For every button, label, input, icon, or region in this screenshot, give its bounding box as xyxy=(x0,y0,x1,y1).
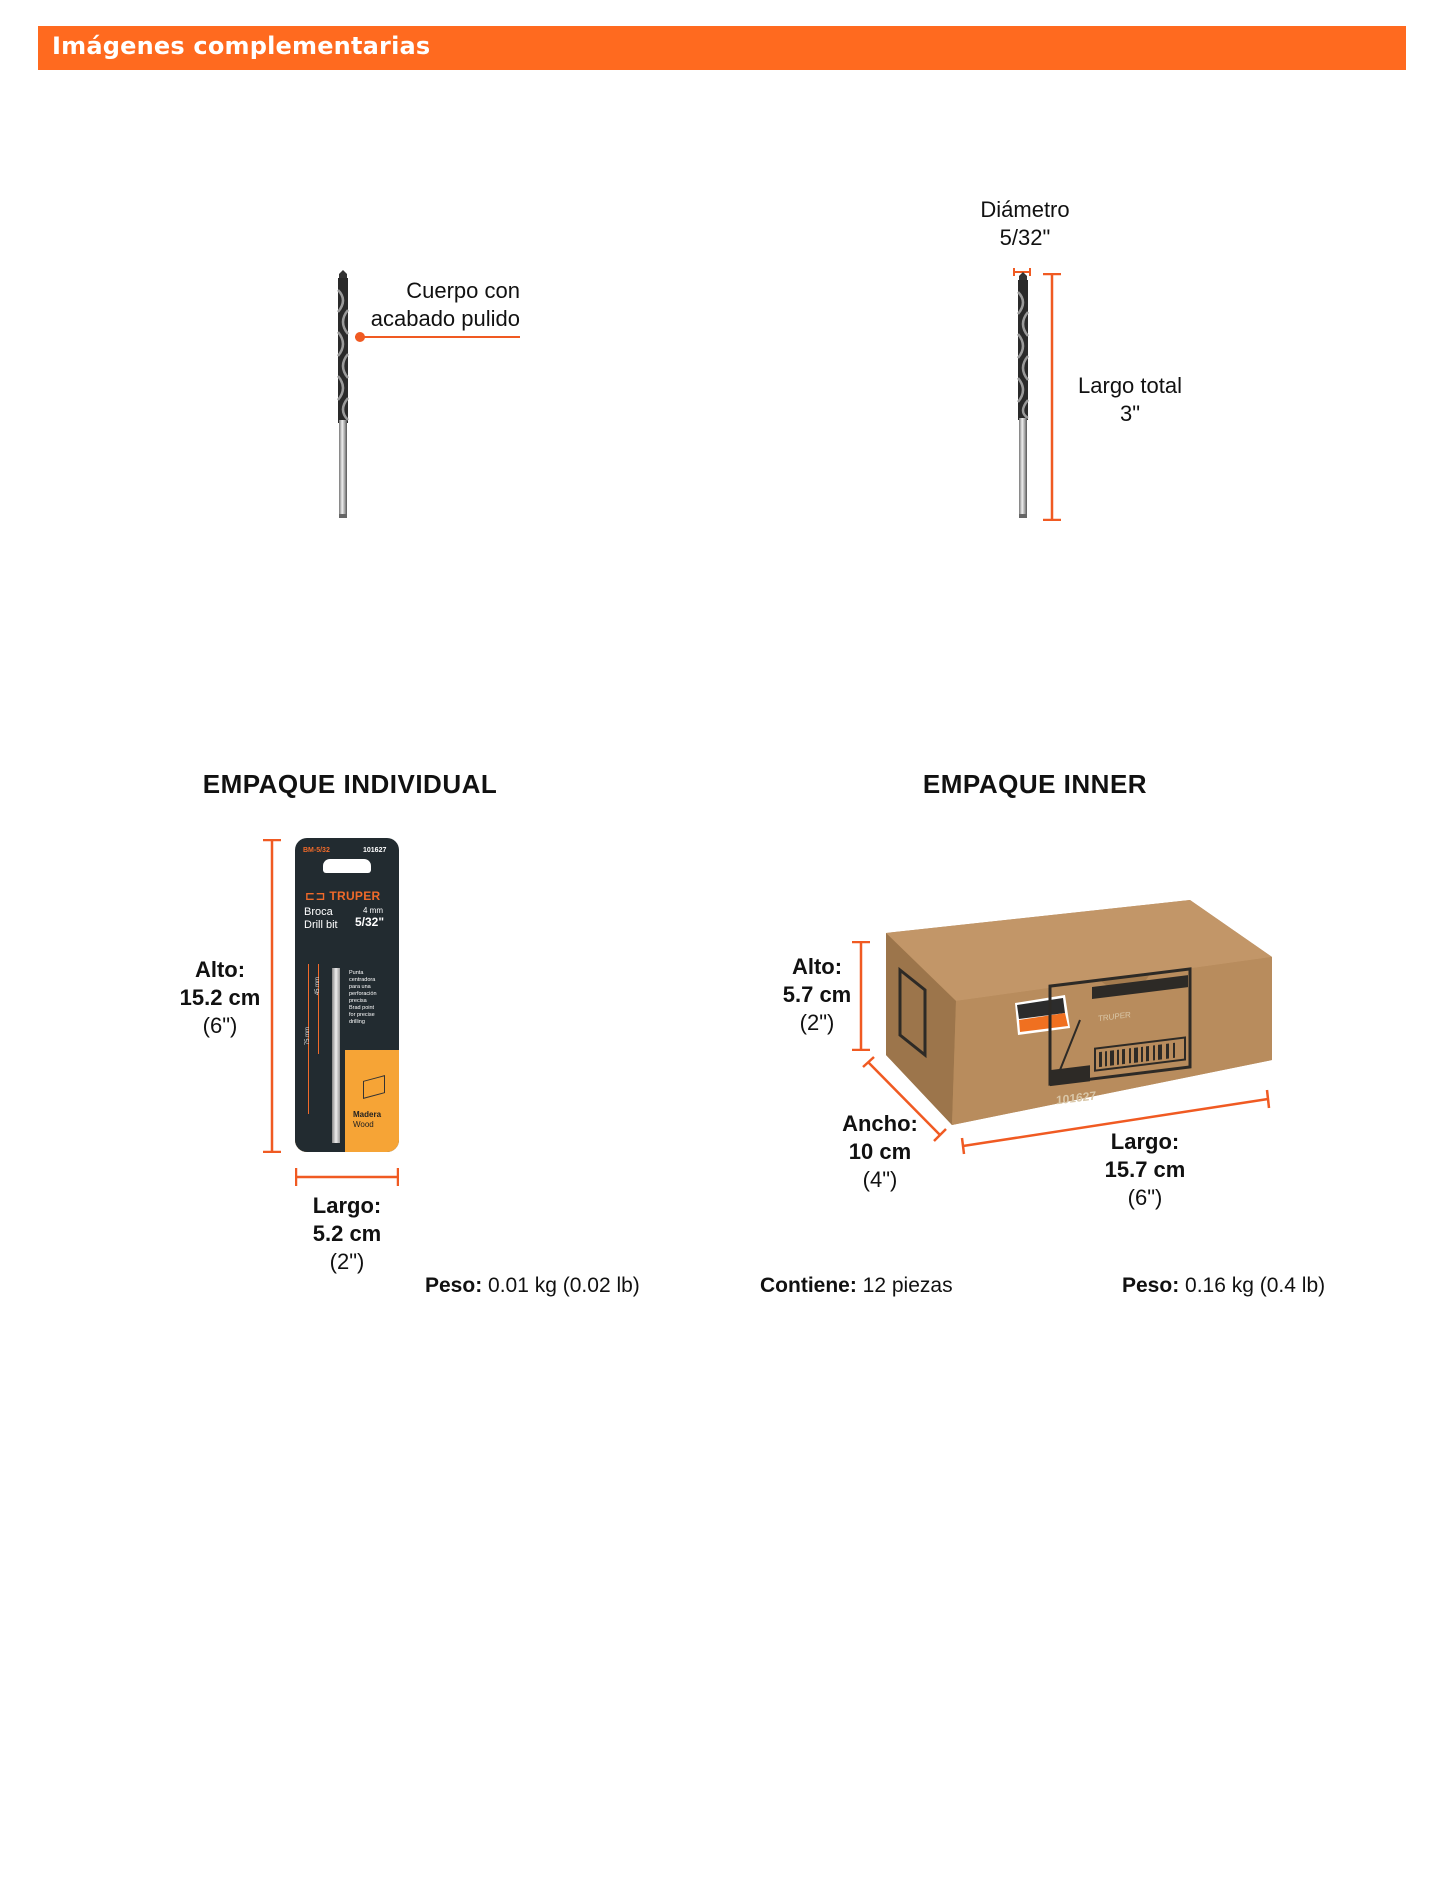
callout-dot xyxy=(355,332,365,342)
section-header-title: Imágenes complementarias xyxy=(52,32,431,60)
inner-package-title: EMPAQUE INNER xyxy=(922,769,1148,799)
individual-weight: Peso: 0.01 kg (0.02 lb) xyxy=(425,1274,640,1297)
inner-length-label: Largo: 15.7 cm (6") xyxy=(1104,1129,1186,1210)
inner-weight: Peso: 0.16 kg (0.4 lb) xyxy=(1122,1274,1326,1297)
card-drill-bit xyxy=(332,968,340,1143)
drill-bit-icon xyxy=(330,270,356,520)
diameter-label: Diámetro 5/32" xyxy=(980,197,1070,250)
brand-logo: ⊏⊐ TRUPER xyxy=(305,889,381,903)
individual-length-label: Largo: 5.2 cm (2") xyxy=(312,1193,382,1274)
drill-bit-icon xyxy=(1010,272,1036,522)
card-feature-text: Punta centradora para una perforación precisa Brad point for precise drilling xyxy=(349,970,377,1025)
inner-height-label: Alto: 5.7 cm (2") xyxy=(782,954,852,1035)
drill-bit-image-dimensions xyxy=(1010,272,1036,522)
drill-bit-image-feature xyxy=(330,270,356,520)
individual-height-label: Alto: 15.2 cm (6") xyxy=(179,957,261,1038)
individual-package-title: EMPAQUE INDIVIDUAL xyxy=(202,769,498,799)
section-header xyxy=(38,26,1406,70)
callout-line xyxy=(355,336,520,338)
length-label: Largo total 3" xyxy=(1078,373,1182,426)
blister-card-image: BM-5/32 101627 ⊏⊐ TRUPER Broca Drill bit 4 mm 5/32" 75 mm 45 mm Punta centradora para una perforación precisa Brad point for precise drilling Madera Wood xyxy=(295,838,399,1152)
width-dimension-marker xyxy=(295,1168,399,1186)
svg-text:101627: 101627 xyxy=(1056,1088,1097,1108)
svg-text:TRUPER: TRUPER xyxy=(1098,1010,1131,1024)
inner-contents: Contiene: 12 piezas xyxy=(760,1274,953,1297)
feature-callout-text: Cuerpo con acabado pulido xyxy=(370,278,520,331)
length-dimension-marker xyxy=(1043,273,1061,521)
inner-width-label: Ancho: 10 cm (4") xyxy=(842,1111,918,1192)
hang-hole xyxy=(323,859,371,873)
